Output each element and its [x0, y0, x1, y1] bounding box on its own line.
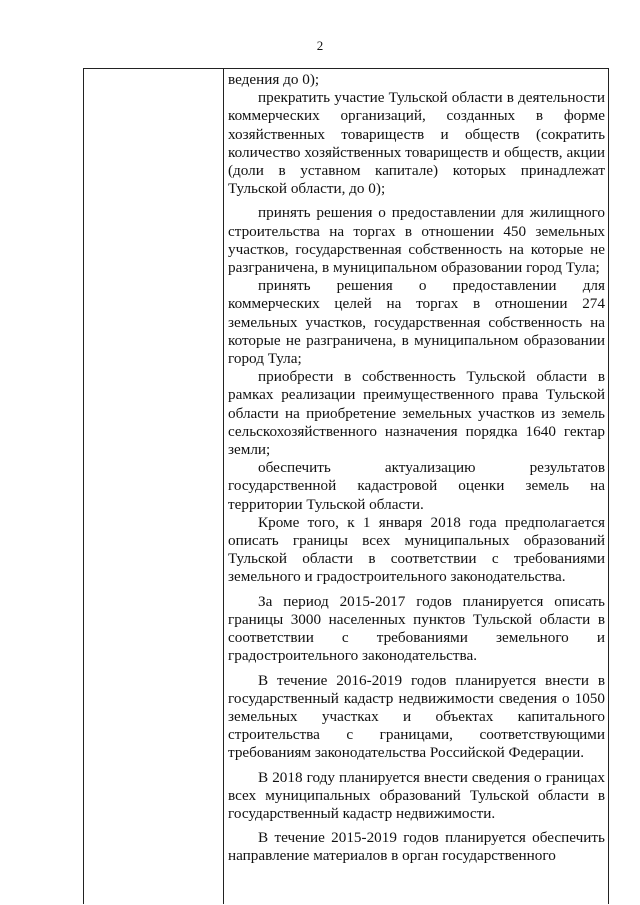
paragraph-commercial-plots: принять решения о предоставлении для коммерческих целей на торгах в отношении 274 земельных участков, государственная собственность на которые не разграничена, в муниципальном образовании город Тула; — [228, 277, 605, 368]
paragraph-stop-participation: прекратить участие Тульской области в деятельности коммерческих организаций, созданных в форме хозяйственных товариществ и обществ (сократить количество хозяйственных товариществ и обществ, акции (доли в уставном капитале) которых принадлежат Тульской области, до 0); — [228, 89, 605, 198]
paragraph-materials: В течение 2015-2019 годов планируется обеспечить направление материалов в орган государственного — [228, 829, 605, 865]
paragraph-housing-plots: принять решения о предоставлении для жилищного строительства на торгах в отношении 450 земельных участков, государственная собственность на которые не разграничена, в муниципальном образовании город Тула; — [228, 204, 605, 277]
paragraph-2018-borders: В 2018 году планируется внести сведения о границах всех муниципальных образований Тульской области в государственный кадастр недвижимости. — [228, 768, 605, 822]
paragraph-cadastral-valuation: обеспечить актуализацию результатов государственной кадастровой оценки земель на территории Тульской области. — [228, 459, 605, 513]
document-table — [83, 68, 609, 904]
paragraph-settlements: За период 2015-2017 годов планируется описать границы 3000 населенных пунктов Тульской области в соответствии с требованиями земельного и градостроительного законодательства. — [228, 592, 605, 665]
paragraph-acquire-land: приобрести в собственность Тульской области в рамках реализации преимущественного права Тульской области на приобретение земельных участков из земель сельскохозяйственного назначения порядка 1640 гектар земли; — [228, 368, 605, 459]
paragraph-continuation: ведения до 0); — [228, 71, 320, 88]
page-number: 2 — [316, 38, 324, 53]
table-left-column — [84, 69, 224, 904]
paragraph-municipal-borders: Кроме того, к 1 января 2018 года предполагается описать границы всех муниципальных образований Тульской области в соответствии с требованиями земельного и градостроительного законодательства. — [228, 513, 605, 586]
table-right-column — [225, 69, 607, 904]
paragraph-cadastre-entries: В течение 2016-2019 годов планируется внести в государственный кадастр недвижимости сведения о 1050 земельных участках и объектах капитального строительства с границами, соответствующими требованиям законодательства Российской Федерации. — [228, 671, 605, 762]
